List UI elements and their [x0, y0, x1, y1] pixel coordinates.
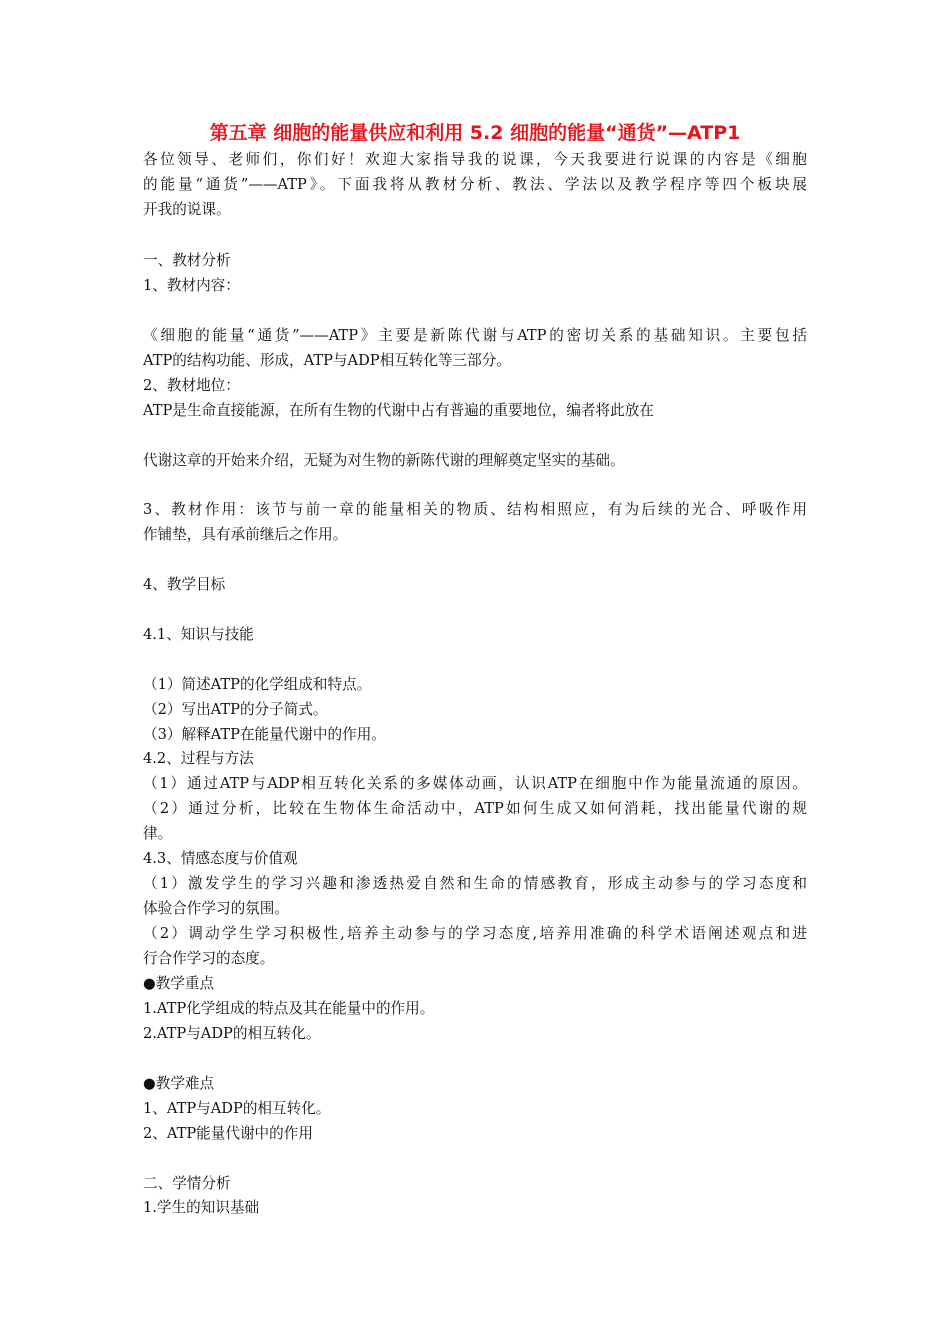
section-heading: 二、学情分析 [143, 1175, 231, 1192]
list-item: （2）调动学生学习积极性,培养主动参与的学习态度,培养用准确的科学术语阐述观点和进 [143, 925, 807, 942]
paragraph-line: 开我的说课。 [143, 201, 231, 218]
list-item: 2.ATP与ADP的相互转化。 [143, 1025, 321, 1042]
paragraph-line: 各位领导、老师们，你们好！欢迎大家指导我的说课，今天我要进行说课的内容是《细胞 [143, 151, 807, 168]
paragraph-line: ATP的结构功能、形成，ATP与ADP相互转化等三部分。 [143, 352, 511, 369]
list-item: 2、ATP能量代谢中的作用 [143, 1125, 313, 1142]
list-item: （3）解释ATP在能量代谢中的作用。 [143, 726, 386, 743]
bullet-heading: ●教学难点 [143, 1075, 215, 1092]
list-item: 体验合作学习的氛围。 [143, 900, 289, 917]
list-item: 行合作学习的态度。 [143, 950, 275, 967]
list-item: （1）简述ATP的化学组成和特点。 [143, 676, 372, 693]
subsection-heading: 4.2、过程与方法 [143, 750, 254, 767]
subsection-heading: 1、教材内容： [143, 277, 240, 294]
paragraph-line: ATP是生命直接能源，在所有生物的代谢中占有普遍的重要地位，编者将此放在 [143, 402, 654, 419]
paragraph-line: 《细胞的能量“通货”——ATP》主要是新陈代谢与ATP的密切关系的基础知识。主要包括 [143, 327, 807, 344]
paragraph-line: 作铺垫，具有承前继后之作用。 [143, 526, 348, 543]
list-item: （1）激发学生的学习兴趣和渗透热爱自然和生命的情感教育，形成主动参与的学习态度和 [143, 875, 807, 892]
list-item: （2）通过分析，比较在生物体生命活动中，ATP如何生成又如何消耗，找出能量代谢的规 [143, 800, 807, 817]
list-item: （2）写出ATP的分子简式。 [143, 701, 328, 718]
paragraph-line: 3、教材作用：该节与前一章的能量相关的物质、结构相照应，有为后续的光合、呼吸作用 [143, 501, 807, 518]
paragraph-line: 的能量“通货”——ATP》。下面我将从教材分析、教法、学法以及教学程序等四个板块展 [143, 176, 807, 193]
list-item: 1、ATP与ADP的相互转化。 [143, 1100, 331, 1117]
subsection-heading: 4.1、知识与技能 [143, 626, 254, 643]
list-item: 律。 [143, 825, 173, 842]
subsection-heading: 4、教学目标 [143, 576, 226, 593]
subsection-heading: 2、教材地位： [143, 377, 240, 394]
list-item: （1）通过ATP与ADP相互转化关系的多媒体动画，认识ATP在细胞中作为能量流通的原因。 [143, 775, 807, 792]
paragraph-line: 代谢这章的开始来介绍，无疑为对生物的新陈代谢的理解奠定坚实的基础。 [143, 452, 625, 469]
bullet-heading: ●教学重点 [143, 975, 215, 992]
document-title: 第五章 细胞的能量供应和利用 5.2 细胞的能量“通货”—ATP1 [209, 122, 741, 144]
subsection-heading: 1.学生的知识基础 [143, 1199, 260, 1216]
section-heading: 一、教材分析 [143, 252, 231, 269]
list-item: 1.ATP化学组成的特点及其在能量中的作用。 [143, 1000, 435, 1017]
subsection-heading: 4.3、情感态度与价值观 [143, 850, 298, 867]
